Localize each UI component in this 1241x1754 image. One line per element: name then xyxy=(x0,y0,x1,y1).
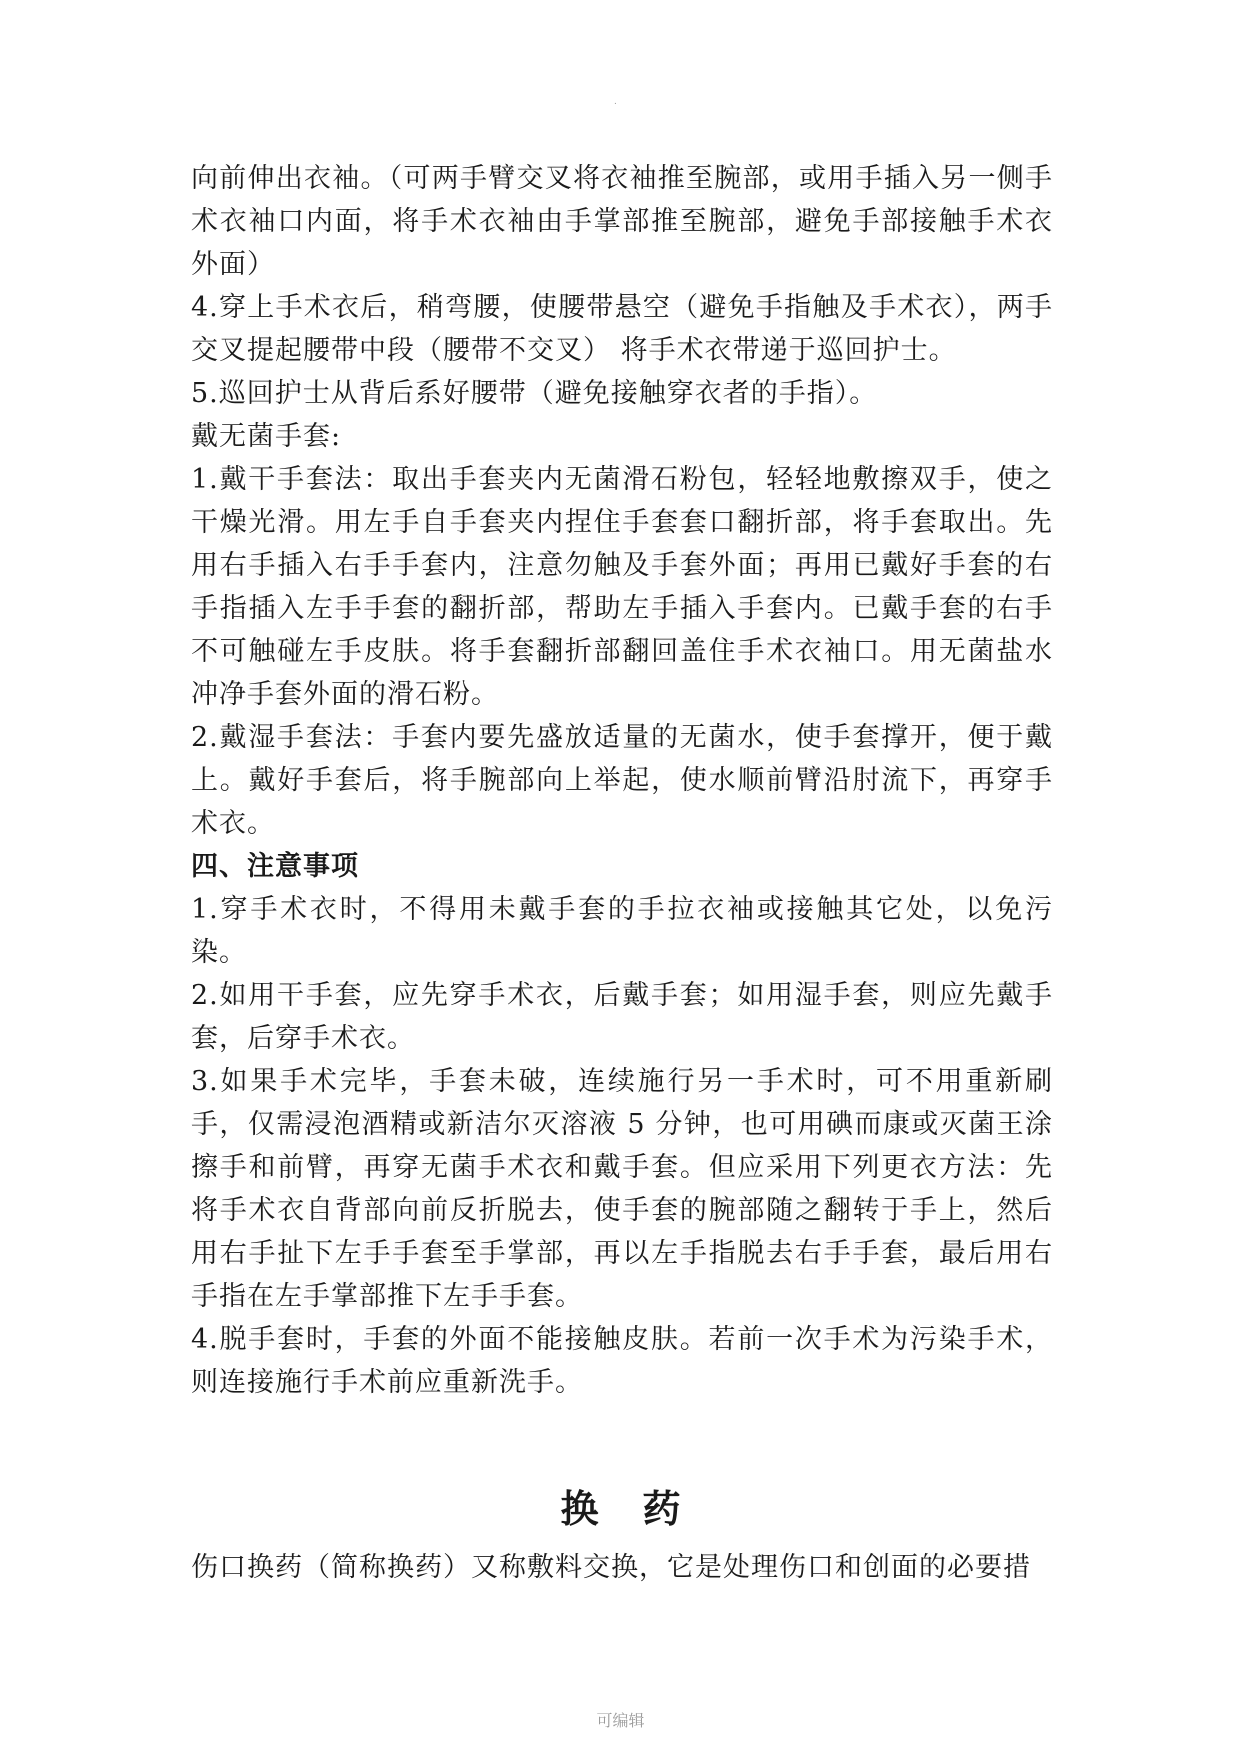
section-intro: 伤口换药（简称换药）又称敷料交换，它是处理伤口和创面的必要措 xyxy=(191,1552,1031,1583)
section-heading-precautions: 四、注意事项 xyxy=(191,851,359,882)
note-item-4: 4.脱手套时，手套的外面不能接触皮肤。若前一次手术为污染手术，则连接施行手术前应重新洗手。 xyxy=(191,1324,1053,1398)
header-mark: . xyxy=(614,96,617,107)
note-item-1: 1.穿手术衣时，不得用未戴手套的手拉衣袖或接触其它处，以免污染。 xyxy=(191,894,1053,968)
paragraph-wet-gloves: 2.戴湿手套法：手套内要先盛放适量的无菌水，使手套撑开，便于戴上。戴好手套后，将手腕部向上举起，使水顺前臂沿肘流下，再穿手术衣。 xyxy=(191,722,1053,839)
document-body xyxy=(191,157,1053,1404)
paragraph-nurse-ties-belt: 5.巡回护士从背后系好腰带（避免接触穿衣者的手指）。 xyxy=(191,378,878,409)
paragraph-gown-belt: 4.穿上手术衣后，稍弯腰，使腰带悬空（避免手指触及手术衣），两手交叉提起腰带中段（腰带不交叉） 将手术衣带递于巡回护士。 xyxy=(191,292,1053,366)
paragraph-gown-sleeves: 向前伸出衣袖。（可两手臂交叉将衣袖推至腕部，或用手插入另一侧手术衣袖口内面，将手术衣袖由手掌部推至腕部，避免手部接触手术衣外面） xyxy=(191,163,1053,280)
paragraph-gloves-heading: 戴无菌手套: xyxy=(191,421,342,452)
note-item-2: 2.如用干手套，应先穿手术衣，后戴手套；如用湿手套，则应先戴手套，后穿手术衣。 xyxy=(191,980,1053,1054)
note-item-3: 3.如果手术完毕，手套未破，连续施行另一手术时，可不用重新刷手，仅需浸泡酒精或新洁尔灭溶液 5 分钟，也可用碘而康或灭菌王涂擦手和前臂，再穿无菌手术衣和戴手套。但应采用下列更衣方法：先将手术衣自背部向前反折脱去，使手套的腕部随之翻转于手上，然后用右手扯下左手手套至手掌部，再以左手指脱去右手手套，最后用右手指在左手掌部推下左手手套。 xyxy=(191,1066,1053,1312)
section-title-dressing-change: 换药 xyxy=(560,1486,725,1531)
footer-editable-label: 可编辑 xyxy=(596,1711,645,1730)
paragraph-dry-gloves: 1.戴干手套法：取出手套夹内无菌滑石粉包，轻轻地敷擦双手，使之干燥光滑。用左手自手套夹内捏住手套套口翻折部，将手套取出。先用右手插入右手手套内，注意勿触及手套外面；再用已戴好手套的右手指插入左手手套的翻折部，帮助左手插入手套内。已戴手套的右手不可触碰左手皮肤。将手套翻折部翻回盖住手术衣袖口。用无菌盐水冲净手套外面的滑石粉。 xyxy=(191,464,1053,710)
